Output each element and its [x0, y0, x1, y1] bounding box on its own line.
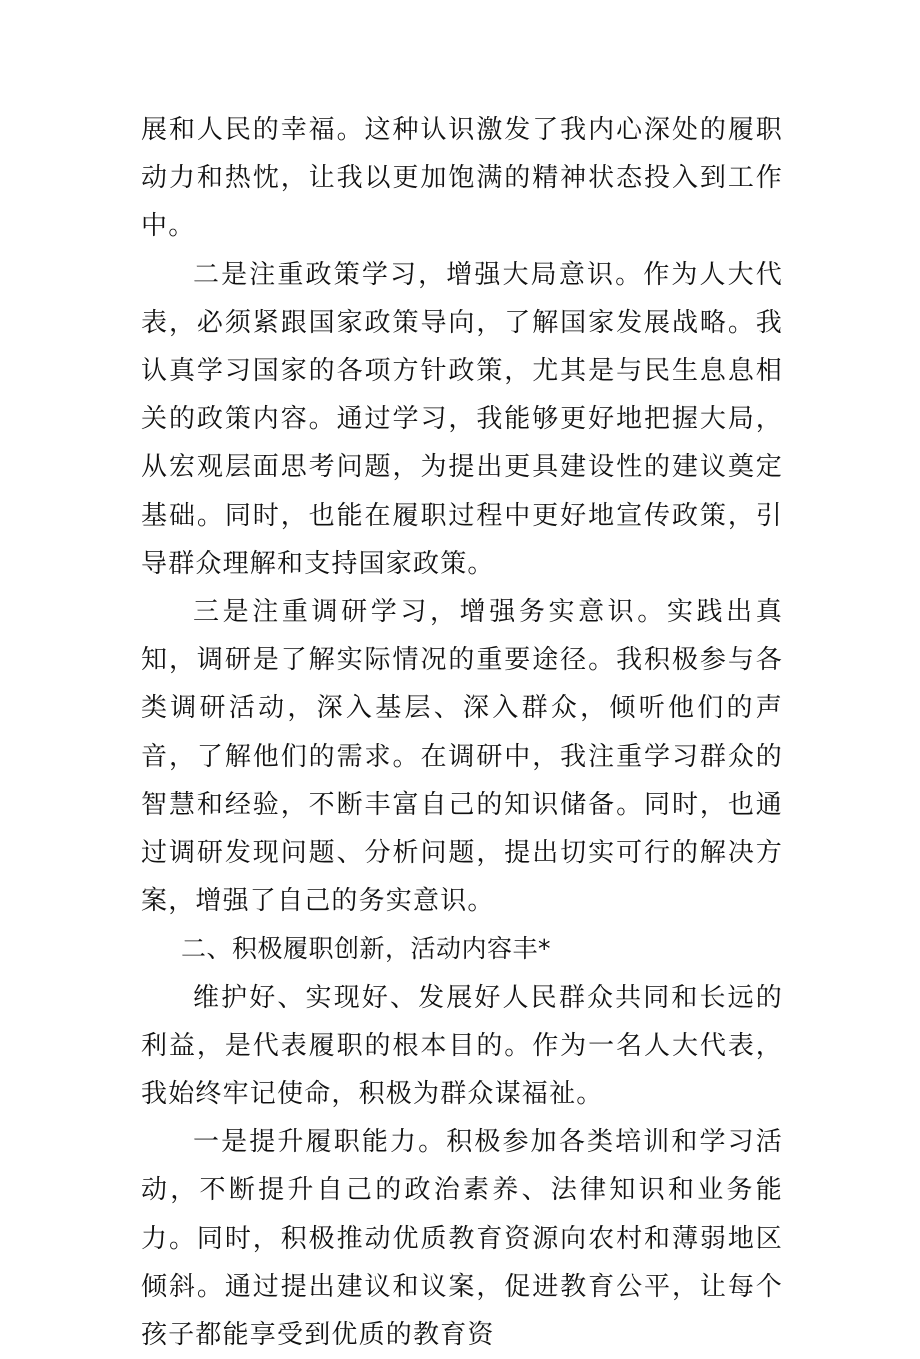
paragraph-research-study: 三是注重调研学习，增强务实意识。实践出真知，调研是了解实际情况的重要途径。我积极参与各类调研活动，深入基层、深入群众，倾听他们的声音，了解他们的需求。在调研中，我注重学习群众的智慧和经验，不断丰富自己的知识储备。同时，也通过调研发现问题、分析问题，提出切实可行的解决方案，增强了自己的务实意识。: [141, 597, 783, 917]
paragraph-capability: 一是提升履职能力。积极参加各类培训和学习活动，不断提升自己的政治素养、法律知识和业务能力。同时，积极推动优质教育资源向农村和薄弱地区倾斜。通过提出建议和议案，促进教育公平，让每个孩子都能享受到优质的教育资: [141, 1127, 783, 1351]
paragraph-people-interests: 维护好、实现好、发展好人民群众共同和长远的利益，是代表履职的根本目的。作为一名人大代表，我始终牢记使命，积极为群众谋福祉。: [141, 982, 783, 1110]
section-heading: 二、积极履职创新，活动内容丰*: [181, 934, 552, 964]
paragraph-continuation: 展和人民的幸福。这种认识激发了我内心深处的履职动力和热忱，让我以更加饱满的精神状态投入到工作中。: [141, 115, 783, 242]
paragraph-policy-study: 二是注重政策学习，增强大局意识。作为人大代表，必须紧跟国家政策导向，了解国家发展战略。我认真学习国家的各项方针政策，尤其是与民生息息相关的政策内容。通过学习，我能够更好地把握大局，从宏观层面思考问题，为提出更具建设性的建议奠定基础。同时，也能在履职过程中更好地宣传政策，引导群众理解和支持国家政策。: [141, 259, 783, 579]
document-body: [141, 106, 783, 1359]
